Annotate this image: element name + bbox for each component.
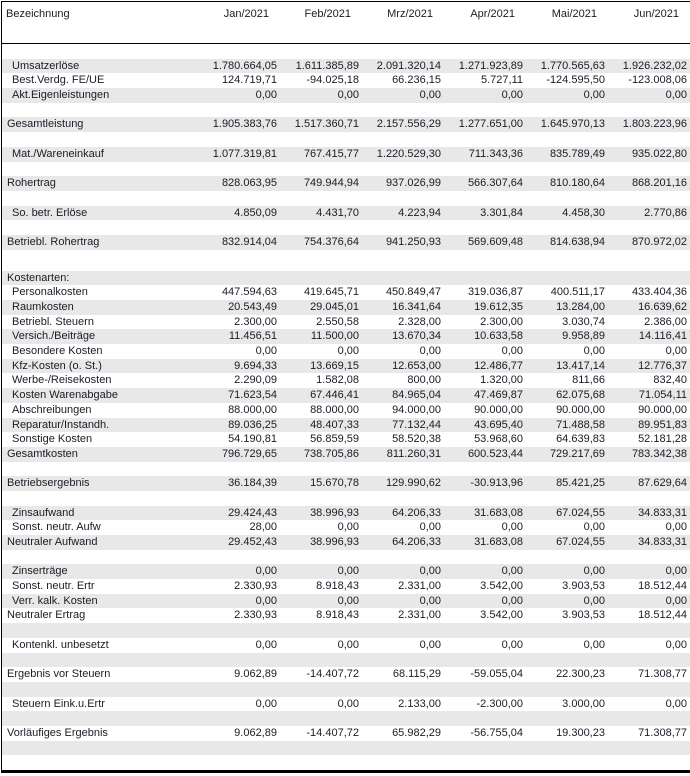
row-label: Werbe-/Reisekosten [12, 374, 112, 387]
cell-value: 52.181,28 [638, 433, 687, 446]
cell-value: 832.914,04 [221, 235, 277, 248]
row-label: Kfz-Kosten (o. St.) [12, 359, 102, 372]
cell-value: -56.755,04 [470, 726, 523, 739]
cell-value: 34.833,31 [638, 506, 687, 519]
cell-value: 14.116,41 [638, 330, 687, 343]
row-label: Kostenarten: [7, 271, 70, 284]
cell-value: 2.133,00 [398, 697, 441, 710]
cell-value: -2.300,00 [476, 697, 523, 710]
cell-value: 0,00 [255, 89, 277, 102]
cell-value: 1.780.664,05 [212, 59, 277, 72]
table-row [2, 418, 690, 433]
row-label: Besondere Kosten [12, 345, 103, 358]
cell-value: 0,00 [665, 697, 687, 710]
row-label: Vorläufiges Ergebnis [7, 726, 108, 739]
cell-value: 89.036,25 [228, 418, 277, 431]
cell-value: 0,00 [583, 638, 605, 651]
cell-value: 450.849,47 [385, 286, 441, 299]
cell-value: 4.223,94 [398, 206, 441, 219]
row-label: Kontenkl. unbesetzt [12, 638, 109, 651]
spacer-row [2, 623, 690, 638]
row-label: Raumkosten [12, 301, 74, 313]
cell-value: 3.000,00 [562, 697, 605, 710]
spacer-row [2, 550, 690, 565]
cell-value: 38.996,93 [310, 506, 359, 519]
cell-value: 64.206,33 [392, 536, 441, 548]
spacer-row [2, 220, 690, 235]
row-label: Rohertrag [7, 177, 56, 190]
cell-value: 937.026,99 [385, 177, 441, 190]
cell-value: 0,00 [501, 594, 523, 607]
cell-value: 3.542,00 [480, 609, 523, 622]
table-row [2, 59, 690, 74]
cell-value: 11.456,51 [228, 330, 277, 343]
cell-value: 1.077.319,81 [212, 147, 277, 160]
cell-value: 749.944,94 [303, 177, 359, 190]
cell-value: 0,00 [583, 565, 605, 578]
cell-value: 129.990,62 [385, 477, 441, 490]
cell-value: 15.670,78 [310, 477, 359, 490]
cell-value: 1.611.385,89 [295, 59, 359, 72]
column-header-month-apr: Apr/2021 [470, 8, 515, 20]
cell-value: 3.030,74 [562, 315, 605, 328]
cell-value: 77.132,44 [392, 418, 441, 431]
cell-value: 0,00 [337, 521, 359, 534]
cell-value: 90.000,00 [474, 403, 523, 416]
table-row [2, 476, 690, 491]
cell-value: 2.300,00 [480, 315, 523, 328]
row-label: Ergebnis vor Steuern [7, 668, 111, 681]
cell-value: 56.859,59 [310, 433, 359, 446]
cell-value: 90.000,00 [638, 403, 687, 416]
cell-value: 65.982,29 [392, 726, 441, 739]
cell-value: 19.612,35 [474, 301, 523, 313]
cell-value: 319.036,87 [467, 286, 523, 299]
table-row [2, 403, 690, 418]
cell-value: 28,00 [249, 521, 277, 534]
cell-value: 31.683,08 [474, 506, 523, 519]
cell-value: 4.431,70 [316, 206, 359, 219]
cell-value: 16.639,62 [638, 301, 687, 313]
cell-value: 85.421,25 [556, 477, 605, 490]
cell-value: 800,00 [407, 374, 441, 387]
cell-value: 84.965,04 [392, 389, 441, 402]
cell-value: 0,00 [665, 89, 687, 102]
cell-value: 2.091.320,14 [376, 59, 441, 72]
table-row [2, 373, 690, 388]
cell-value: 71.623,54 [228, 389, 277, 402]
cell-value: 738.705,86 [303, 447, 359, 460]
cell-value: 0,00 [255, 565, 277, 578]
row-label: Abschreibungen [12, 403, 92, 416]
table-row [2, 638, 690, 653]
row-label: Betriebl. Rohertrag [7, 235, 100, 248]
spacer-row [2, 103, 690, 118]
cell-value: 941.250,93 [385, 235, 441, 248]
cell-value: 62.075,68 [556, 389, 605, 402]
row-label: Akt.Eigenleistungen [12, 89, 110, 102]
cell-value: 20.543,49 [228, 301, 277, 313]
table-row [2, 176, 690, 191]
cell-value: 0,00 [665, 638, 687, 651]
row-label: Reparatur/Instandh. [12, 418, 110, 431]
cell-value: 0,00 [419, 638, 441, 651]
cell-value: 600.523,44 [467, 447, 523, 460]
cell-value: 58.520,38 [392, 433, 441, 446]
cell-value: 13.417,14 [556, 359, 605, 372]
table-row [2, 285, 690, 300]
cell-value: 89.951,83 [638, 418, 687, 431]
cell-value: 67.024,55 [556, 506, 605, 519]
cell-value: 9.062,89 [234, 668, 277, 681]
cell-value: 2.290,09 [234, 374, 277, 387]
cell-value: 90.000,00 [556, 403, 605, 416]
cell-value: 2.770,86 [644, 206, 687, 219]
cell-value: 0,00 [665, 345, 687, 358]
table-row [2, 235, 690, 250]
cell-value: 11.500,00 [310, 330, 359, 343]
cell-value: 2.386,00 [644, 315, 687, 328]
cell-value: -14.407,72 [306, 726, 359, 739]
table-row [2, 88, 690, 103]
cell-value: 835.789,49 [549, 147, 605, 160]
row-label: Mat./Wareneinkauf [12, 147, 104, 160]
cell-value: 8.918,43 [316, 580, 359, 593]
cell-value: 12.653,00 [392, 359, 441, 372]
cell-value: 124.719,71 [221, 74, 277, 87]
cell-value: 4.850,09 [234, 206, 277, 219]
cell-value: 1.905.383,76 [212, 118, 277, 131]
cell-value: 29.452,43 [228, 536, 277, 548]
cell-value: 1.770.565,63 [540, 59, 605, 72]
table-row [2, 329, 690, 344]
spacer-row [2, 132, 690, 147]
cell-value: 88.000,00 [228, 403, 277, 416]
cell-value: 38.996,93 [310, 536, 359, 548]
cell-value: 711.343,36 [468, 147, 523, 160]
table-row [2, 447, 690, 462]
table-row [2, 271, 690, 286]
cell-value: 9.958,89 [562, 330, 605, 343]
cell-value: 18.512,44 [638, 609, 687, 622]
cell-value: 1.271.923,89 [458, 59, 523, 72]
cell-value: 2.300,00 [234, 315, 277, 328]
cell-value: 47.469,87 [474, 389, 523, 402]
cell-value: 13.284,00 [556, 301, 605, 313]
cell-value: 1.517.360,71 [294, 118, 359, 131]
row-label: Betriebl. Steuern [12, 315, 94, 328]
table-row [2, 147, 690, 162]
cell-value: 31.683,08 [474, 536, 523, 548]
cell-value: 0,00 [337, 89, 359, 102]
row-label: Versich./Beiträge [12, 330, 96, 343]
table-row [2, 388, 690, 403]
row-label: Gesamtkosten [7, 447, 78, 460]
cell-value: 48.407,33 [310, 418, 359, 431]
cell-value: 64.639,83 [556, 433, 605, 446]
table-row [2, 432, 690, 447]
cell-value: 1.220.529,30 [376, 147, 441, 160]
cell-value: 29.045,01 [310, 301, 359, 313]
cell-value: 400.511,17 [550, 286, 605, 299]
row-label: Steuern Eink.u.Ertr [12, 697, 105, 710]
cell-value: 0,00 [501, 521, 523, 534]
cell-value: 4.458,30 [562, 206, 605, 219]
cell-value: 868.201,16 [631, 177, 687, 190]
cell-value: 0,00 [337, 565, 359, 578]
cell-value: 870.972,02 [631, 235, 687, 248]
cell-value: 19.300,23 [556, 726, 605, 739]
cell-value: 71.308,77 [638, 668, 687, 681]
cell-value: 0,00 [501, 89, 523, 102]
spacer-row [2, 491, 690, 506]
cell-value: 5.727,11 [480, 74, 523, 87]
cell-value: 1.320,00 [480, 374, 523, 387]
cell-value: 1.926.232,02 [622, 59, 687, 72]
cell-value: -14.407,72 [306, 668, 359, 681]
table-row [2, 315, 690, 330]
column-header-month-mai: Mai/2021 [551, 8, 597, 20]
cell-value: 36.184,39 [228, 477, 277, 490]
cell-value: 2.331,00 [398, 609, 441, 622]
cell-value: 53.968,60 [474, 433, 523, 446]
cell-value: 783.342,38 [631, 447, 687, 460]
cell-value: 16.341,64 [392, 301, 441, 313]
cell-value: 419.645,71 [303, 286, 359, 299]
row-label: Betriebsergebnis [7, 477, 90, 490]
cell-value: 0,00 [255, 345, 277, 358]
cell-value: 1.277.651,00 [458, 118, 523, 131]
cell-value: 2.328,00 [398, 315, 441, 328]
table-row [2, 300, 690, 315]
cell-value: -123.008,06 [628, 74, 687, 87]
column-header-month-feb: Feb/2021 [304, 8, 351, 20]
cell-value: 71.054,11 [638, 389, 687, 402]
cell-value: 0,00 [665, 521, 687, 534]
cell-value: 29.424,43 [228, 506, 277, 519]
column-header-bezeichnung: Bezeichnung [6, 8, 70, 20]
report-table-body [2, 44, 690, 770]
cell-value: 0,00 [665, 565, 687, 578]
cell-value: 0,00 [583, 89, 605, 102]
table-row [2, 506, 690, 521]
cell-value: -94.025,18 [306, 74, 359, 87]
row-label: So. betr. Erlöse [12, 206, 88, 219]
cell-value: 9.062,89 [234, 726, 277, 739]
cell-value: 0,00 [583, 521, 605, 534]
cell-value: 94.000,00 [392, 403, 441, 416]
spacer-row [2, 755, 690, 770]
cell-value: 66.236,15 [392, 74, 441, 87]
cell-value: 13.669,15 [310, 359, 359, 372]
spacer-row [2, 191, 690, 206]
table-row [2, 608, 690, 623]
cell-value: 0,00 [255, 638, 277, 651]
cell-value: 810.180,64 [549, 177, 605, 190]
spacer-row [2, 250, 690, 271]
table-row [2, 344, 690, 359]
spacer-row [2, 162, 690, 177]
cell-value: 10.633,58 [474, 330, 523, 343]
cell-value: 729.217,69 [549, 447, 605, 460]
cell-value: 0,00 [501, 565, 523, 578]
spacer-row [2, 653, 690, 668]
table-row [2, 117, 690, 132]
cell-value: 0,00 [583, 594, 605, 607]
table-row [2, 206, 690, 221]
cell-value: 0,00 [255, 594, 277, 607]
cell-value: 3.903,53 [562, 609, 605, 622]
cell-value: 569.609,48 [467, 235, 523, 248]
column-header-month-jan: Jan/2021 [223, 8, 269, 20]
row-label: Kosten Warenabgabe [12, 389, 118, 402]
row-label: Sonstige Kosten [12, 433, 93, 446]
table-row [2, 667, 690, 682]
cell-value: 832,40 [653, 374, 687, 387]
cell-value: 87.629,64 [638, 477, 687, 490]
cell-value: 814.638,94 [549, 235, 605, 248]
cell-value: 22.300,23 [556, 668, 605, 681]
row-label: Neutraler Aufwand [7, 536, 98, 548]
cell-value: 0,00 [419, 89, 441, 102]
table-row [2, 520, 690, 535]
cell-value: 0,00 [337, 594, 359, 607]
spacer-row [2, 711, 690, 726]
cell-value: 0,00 [337, 638, 359, 651]
table-row [2, 579, 690, 594]
cell-value: 811,66 [572, 374, 605, 387]
cell-value: 64.206,33 [392, 506, 441, 519]
cell-value: 828.063,95 [221, 177, 277, 190]
row-label: Neutraler Ertrag [7, 609, 86, 622]
cell-value: 3.301,84 [480, 206, 523, 219]
table-row [2, 535, 690, 550]
table-header-row [2, 2, 690, 44]
cell-value: 0,00 [419, 521, 441, 534]
spacer-row [2, 741, 690, 756]
row-label: Zinsaufwand [12, 506, 75, 519]
row-label: Sonst. neutr. Aufw [12, 521, 101, 534]
row-label: Umsatzerlöse [12, 59, 80, 72]
cell-value: 18.512,44 [638, 580, 687, 593]
cell-value: 8.918,43 [316, 609, 359, 622]
row-label: Personalkosten [12, 286, 88, 299]
cell-value: 34.833,31 [638, 536, 687, 548]
cell-value: 0,00 [419, 594, 441, 607]
table-row [2, 697, 690, 712]
cell-value: 0,00 [501, 638, 523, 651]
cell-value: -59.055,04 [470, 668, 523, 681]
table-row [2, 359, 690, 374]
cell-value: 0,00 [255, 697, 277, 710]
bwa-report-table [1, 1, 690, 773]
column-header-month-mrz: Mrz/2021 [387, 8, 433, 20]
cell-value: 0,00 [665, 594, 687, 607]
table-row [2, 726, 690, 741]
cell-value: 2.330,93 [234, 580, 277, 593]
cell-value: 68.115,29 [392, 668, 441, 681]
table-row [2, 73, 690, 88]
spacer-row [2, 44, 690, 59]
cell-value: 13.670,34 [392, 330, 441, 343]
cell-value: 12.486,77 [474, 359, 523, 372]
cell-value: -124.595,50 [546, 74, 605, 87]
cell-value: 88.000,00 [310, 403, 359, 416]
row-label: Best.Verdg. FE/UE [12, 74, 105, 87]
cell-value: 796.729,65 [221, 447, 277, 460]
spacer-row [2, 682, 690, 697]
cell-value: 43.695,40 [474, 418, 523, 431]
spacer-row [2, 462, 690, 477]
cell-value: 3.903,53 [562, 580, 605, 593]
cell-value: 71.488,58 [556, 418, 605, 431]
cell-value: 2.157.556,29 [376, 118, 441, 131]
cell-value: 447.594,63 [221, 286, 277, 299]
cell-value: 2.550,58 [316, 315, 359, 328]
cell-value: 566.307,64 [467, 177, 523, 190]
row-label: Zinserträge [12, 565, 68, 578]
cell-value: 0,00 [337, 697, 359, 710]
cell-value: 1.803.223,96 [622, 118, 687, 131]
cell-value: 9.694,33 [234, 359, 277, 372]
cell-value: 2.331,00 [398, 580, 441, 593]
row-label: Gesamtleistung [7, 118, 84, 131]
cell-value: 1.645.970,13 [540, 118, 605, 131]
cell-value: 811.260,31 [386, 447, 441, 460]
cell-value: -30.913,96 [470, 477, 523, 490]
row-label: Sonst. neutr. Ertr [12, 580, 95, 593]
cell-value: 0,00 [337, 345, 359, 358]
cell-value: 3.542,00 [480, 580, 523, 593]
cell-value: 935.022,80 [631, 147, 687, 160]
cell-value: 2.330,93 [234, 609, 277, 622]
cell-value: 0,00 [419, 345, 441, 358]
cell-value: 754.376,64 [303, 235, 359, 248]
cell-value: 0,00 [501, 345, 523, 358]
cell-value: 54.190,81 [228, 433, 277, 446]
cell-value: 0,00 [419, 565, 441, 578]
table-row [2, 564, 690, 579]
cell-value: 0,00 [583, 345, 605, 358]
cell-value: 1.582,08 [316, 374, 359, 387]
cell-value: 67.446,41 [310, 389, 359, 402]
column-header-month-jun: Jun/2021 [633, 8, 679, 20]
row-label: Verr. kalk. Kosten [12, 594, 98, 607]
cell-value: 433.404,36 [631, 286, 687, 299]
cell-value: 71.308,77 [638, 726, 687, 739]
cell-value: 67.024,55 [556, 536, 605, 548]
table-row [2, 594, 690, 609]
cell-value: 767.415,77 [303, 147, 359, 160]
cell-value: 12.776,37 [638, 359, 687, 372]
